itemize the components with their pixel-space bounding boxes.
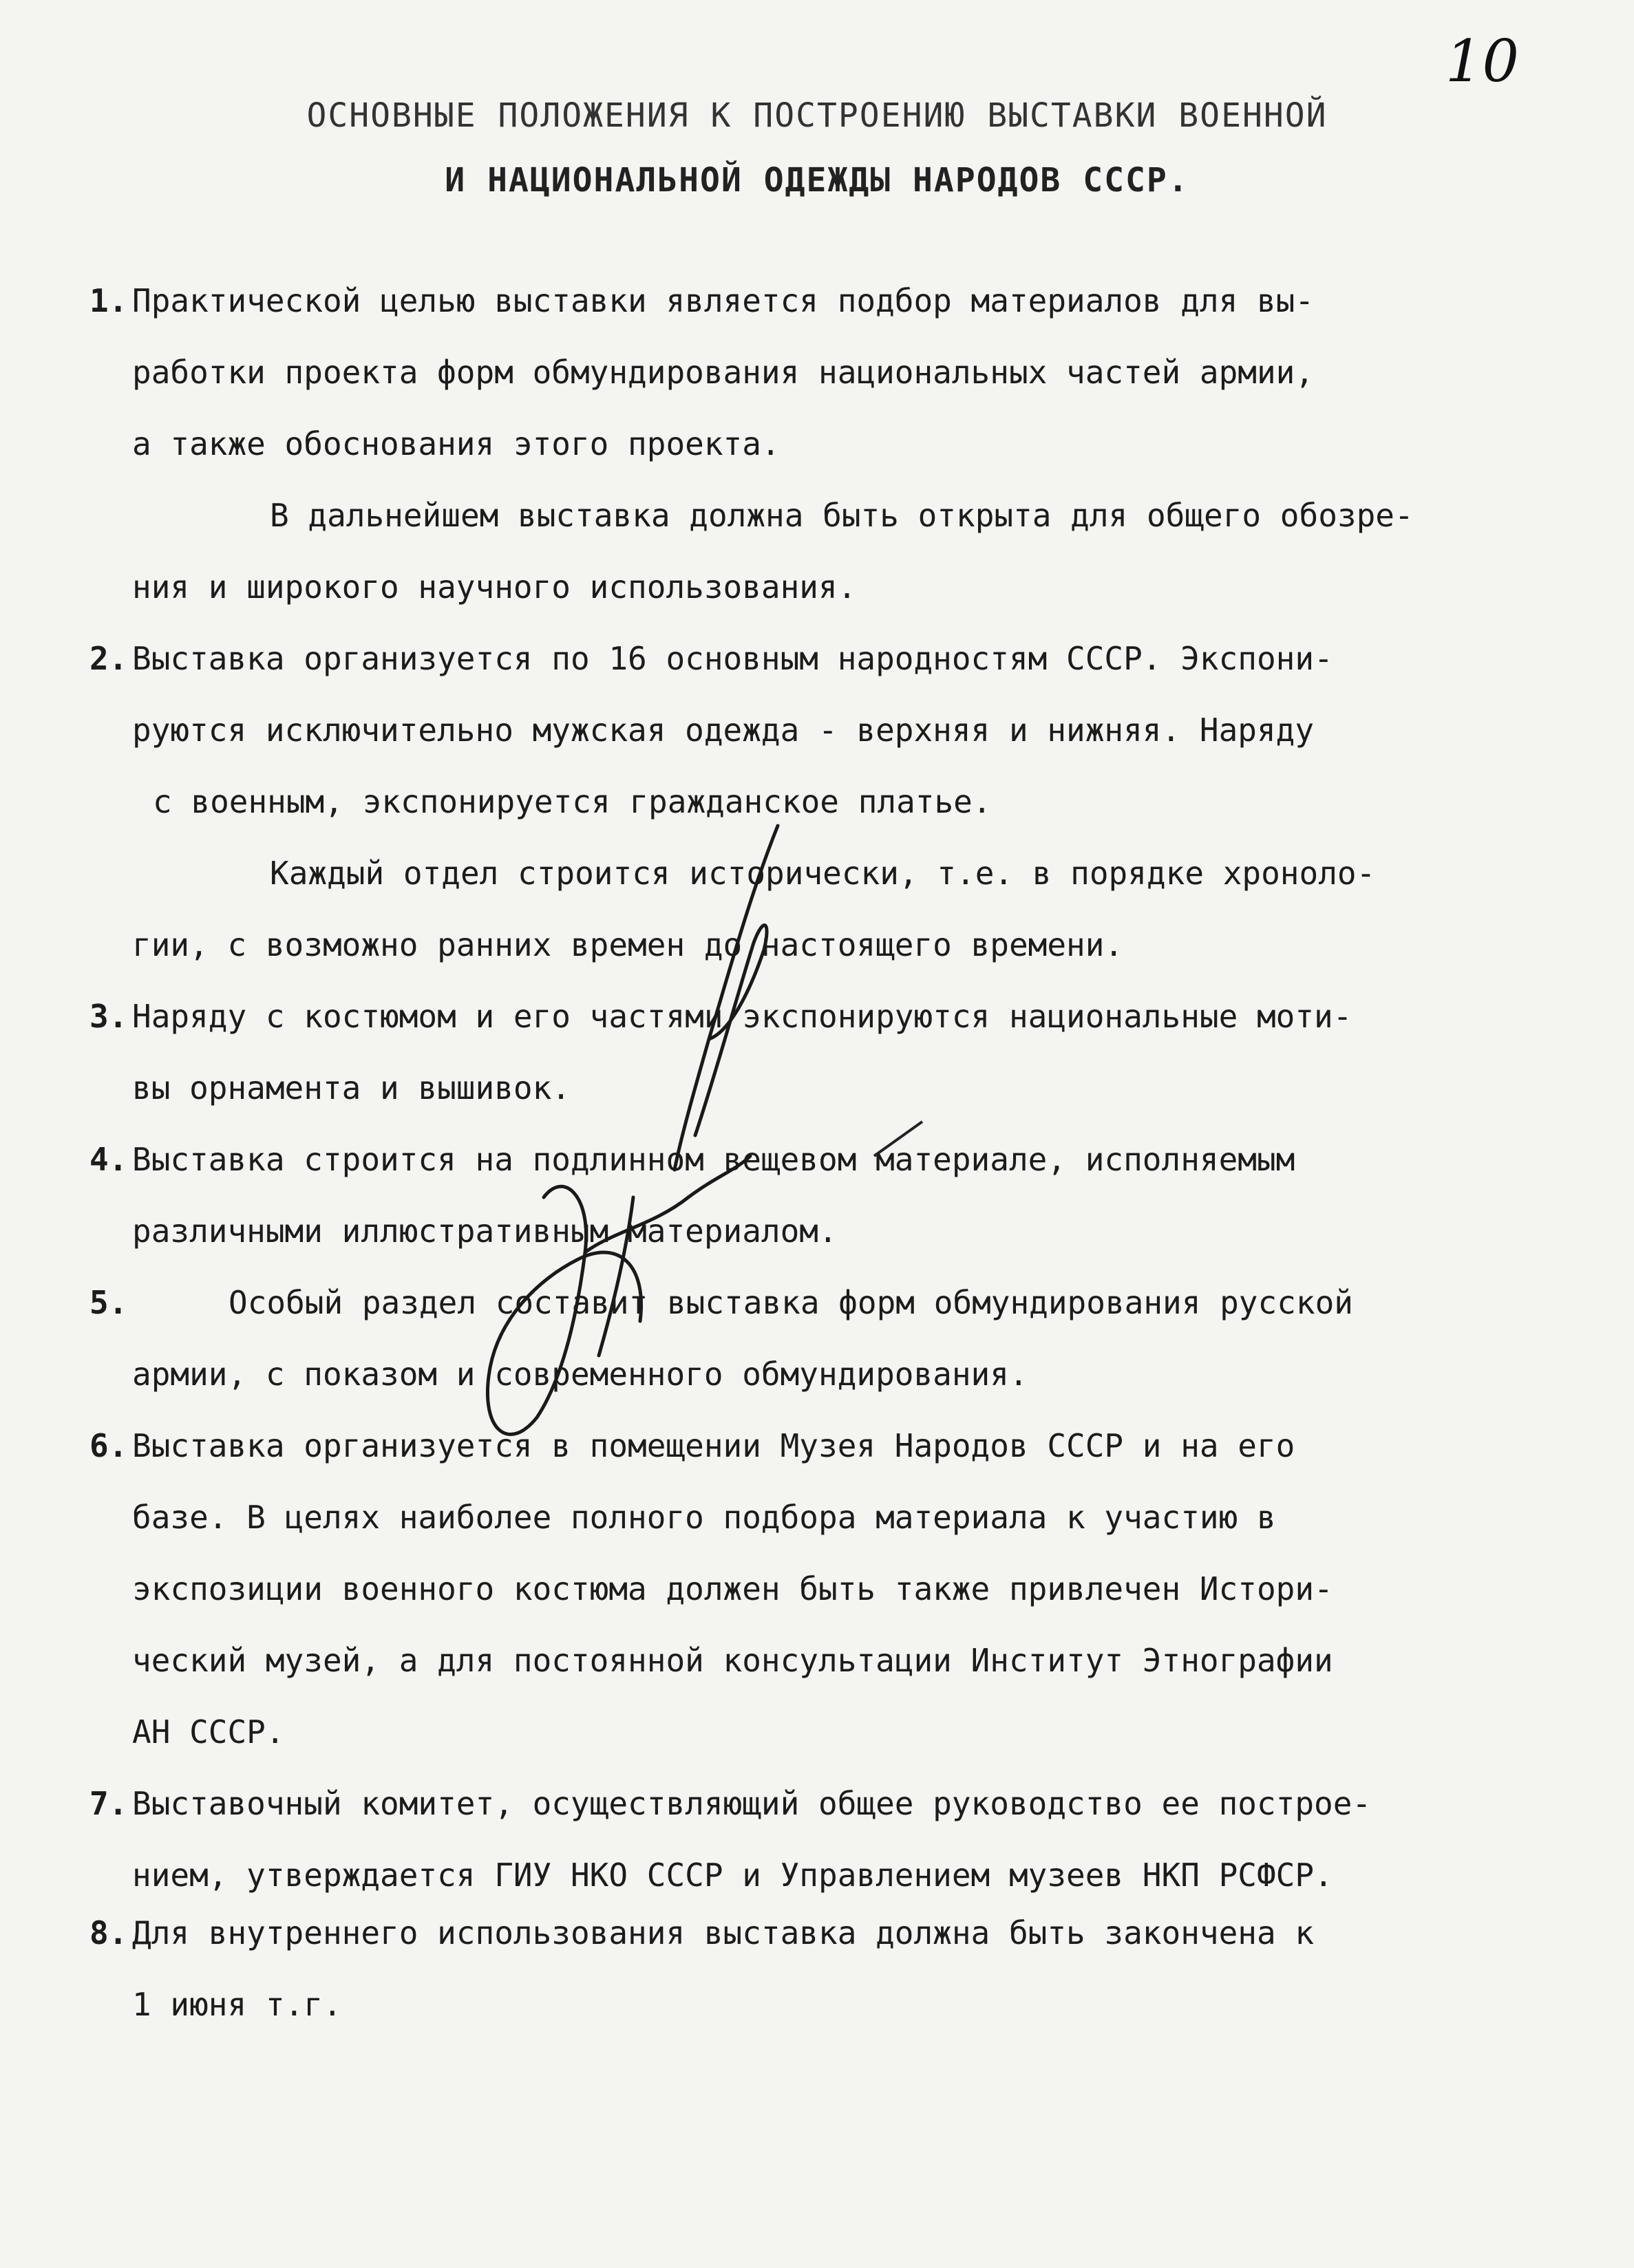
item-number: 4. — [89, 1141, 128, 1178]
item-number: 3. — [89, 998, 128, 1035]
item-text-line: Выставочный комитет, осуществляющий общее руководство ее построе- — [132, 1785, 1372, 1822]
item-number: 6. — [89, 1427, 128, 1464]
item-text-line: армии, с показом и современного обмундирования. — [132, 1356, 1028, 1393]
item-text-line: руются исключительно мужская одежда - верхняя и нижняя. Наряду — [132, 712, 1315, 749]
item-continuation-line: гии, с возможно ранних времен до настоящего времени. — [132, 926, 1124, 963]
list-item-8 — [89, 1897, 1617, 2040]
item-continuation-line: Каждый отдел строится исторически, т.е. в порядке хроноло- — [270, 855, 1376, 892]
handwritten-signature-icon — [406, 812, 929, 1473]
item-text-line: работки проекта форм обмундирования национальных частей армии, — [132, 354, 1315, 391]
list-item-1 — [89, 265, 1617, 623]
item-text-line: Выставка организуется по 16 основным народностям СССР. Экспони- — [132, 640, 1333, 677]
item-text-line: Особый раздел составит выставка форм обмундирования русской — [229, 1284, 1353, 1321]
item-text-line: Выставка строится на подлинном вещевом материале, исполняемым — [132, 1141, 1295, 1178]
item-text-line: экспозиции военного костюма должен быть также привлечен Истори- — [132, 1570, 1333, 1607]
item-continuation-line: В дальнейшем выставка должна быть открыта для общего обозре- — [270, 497, 1414, 534]
page-number: 10 — [1445, 28, 1519, 95]
item-text-line: АН СССР. — [132, 1713, 285, 1751]
item-text-line: ческий музей, а для постоянной консультации Институт Этнографии — [132, 1642, 1333, 1679]
item-number: 2. — [89, 640, 128, 677]
item-text-line: вы орнамента и вышивок. — [132, 1069, 571, 1106]
item-text-line: Выставка организуется в помещении Музея Народов СССР и на его — [132, 1427, 1295, 1464]
list-item-7 — [89, 1768, 1617, 1911]
item-continuation-line: ния и широкого научного использования. — [132, 568, 857, 606]
item-text-line: с военным, экспонируется гражданское платье. — [153, 783, 992, 820]
document-title-line-2: И НАЦИОНАЛЬНОЙ ОДЕЖДЫ НАРОДОВ СССР. — [445, 161, 1189, 200]
item-text-line: базе. В целях наиболее полного подбора материала к участию в — [132, 1499, 1276, 1536]
item-text-line: Для внутреннего использования выставка должна быть закончена к — [132, 1914, 1315, 1951]
document-title-line-1: ОСНОВНЫЕ ПОЛОЖЕНИЯ К ПОСТРОЕНИЮ ВЫСТАВКИ ВОЕННОЙ — [306, 96, 1328, 135]
item-text-line: различными иллюстративным материалом. — [132, 1212, 838, 1250]
item-number: 1. — [89, 282, 128, 319]
item-text-line: 1 июня т.г. — [132, 1986, 342, 2023]
item-text-line: Практической целью выставки является подбор материалов для вы- — [132, 282, 1315, 319]
item-text-line: нием, утверждается ГИУ НКО СССР и Управлением музеев НКП РСФСР. — [132, 1857, 1333, 1894]
item-number: 7. — [89, 1785, 128, 1822]
item-text-line: а также обоснования этого проекта. — [132, 425, 781, 462]
item-number: 8. — [89, 1914, 128, 1951]
item-number: 5. — [89, 1284, 128, 1321]
item-text-line: Наряду с костюмом и его частями экспонируются национальные моти- — [132, 998, 1352, 1035]
